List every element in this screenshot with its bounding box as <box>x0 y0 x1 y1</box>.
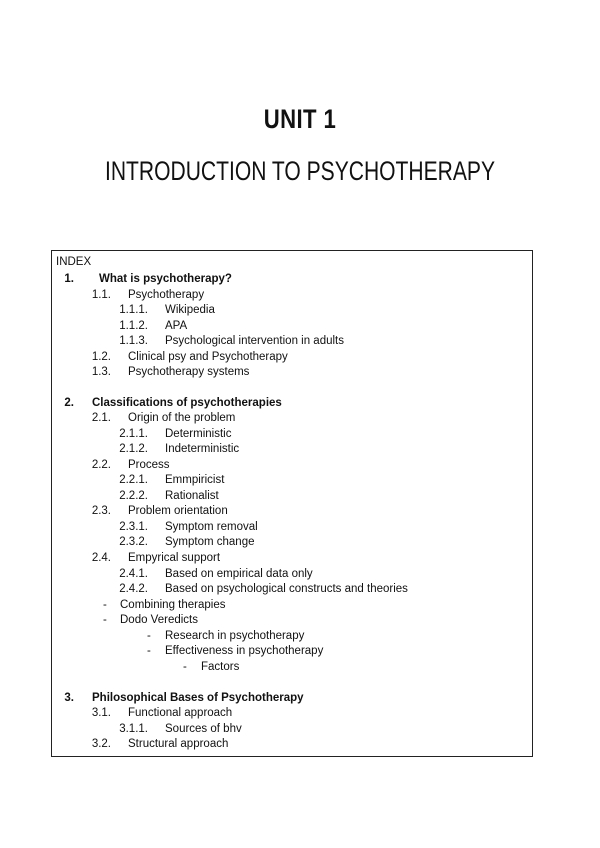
bullet-dash: - <box>147 645 151 657</box>
entry-text: Research in psychotherapy <box>165 630 305 642</box>
bullet-dash: - <box>147 630 151 642</box>
entry-text: Emmpiricist <box>165 474 225 486</box>
entry-number: 2.4.2. <box>119 583 148 595</box>
entry-text: Psychotherapy systems <box>128 366 250 378</box>
unit-title: UNIT 1 <box>263 104 337 134</box>
entry-text: Clinical psy and Psychotherapy <box>128 351 288 363</box>
entry-text: APA <box>165 320 188 332</box>
entry-number: 2.1. <box>91 412 111 424</box>
entry-text: Rationalist <box>165 490 219 502</box>
entry-text: Indeterministic <box>165 443 240 455</box>
unit-subtitle: INTRODUCTION TO PSYCHOTHERAPY <box>104 156 496 186</box>
entry-number: 2.4.1. <box>119 568 148 580</box>
index-box <box>51 250 533 757</box>
entry-number: 2.2.2. <box>119 490 148 502</box>
entry-number: 1.3. <box>91 366 111 378</box>
bullet-dash: - <box>103 599 107 611</box>
entry-number: 1. <box>64 273 74 285</box>
entry-number: 3.1. <box>91 707 111 719</box>
entry-text: Symptom removal <box>165 521 258 533</box>
entry-number: 3.1.1. <box>119 723 148 735</box>
entry-number: 2.1.2. <box>119 443 148 455</box>
entry-text: Psychological intervention in adults <box>165 335 344 347</box>
entry-text: Based on empirical data only <box>165 568 313 580</box>
entry-text: Combining therapies <box>120 599 226 611</box>
entry-text: Problem orientation <box>128 505 228 517</box>
entry-number: 1.1.2. <box>119 320 148 332</box>
entry-number: 2.3.2. <box>119 536 148 548</box>
entry-text: Based on psychological constructs and theories <box>165 583 408 595</box>
entry-number: 3. <box>64 692 74 704</box>
entry-text: Structural approach <box>128 738 229 750</box>
entry-text: Dodo Veredicts <box>120 614 198 626</box>
entry-text: Classifications of psychotherapies <box>92 397 282 409</box>
entry-number: 3.2. <box>91 738 111 750</box>
entry-text: Factors <box>201 661 240 673</box>
entry-number: 2.2. <box>91 459 111 471</box>
entry-text: Deterministic <box>165 428 232 440</box>
entry-number: 2.2.1. <box>119 474 148 486</box>
entry-number: 2.1.1. <box>119 428 148 440</box>
entry-number: 1.2. <box>91 351 111 363</box>
entry-text: Psychotherapy <box>128 289 205 301</box>
entry-text: Empyrical support <box>128 552 221 564</box>
entry-text: What is psychotherapy? <box>99 273 232 285</box>
entry-number: 1.1. <box>91 289 111 301</box>
entry-number: 2.3.1. <box>119 521 148 533</box>
bullet-dash: - <box>103 614 107 626</box>
entry-number: 1.1.3. <box>119 335 148 347</box>
entry-text: Sources of bhv <box>165 723 242 735</box>
bullet-dash: - <box>183 661 187 673</box>
entry-number: 2. <box>64 397 74 409</box>
entry-number: 1.1.1. <box>119 304 148 316</box>
entry-number: 2.4. <box>91 552 111 564</box>
entry-text: Effectiveness in psychotherapy <box>165 645 324 657</box>
index-label: INDEX <box>56 256 92 268</box>
entry-text: Functional approach <box>128 707 233 719</box>
entry-text: Symptom change <box>165 536 255 548</box>
entry-text: Origin of the problem <box>128 412 236 424</box>
entry-number: 2.3. <box>91 505 111 517</box>
entry-text: Philosophical Bases of Psychotherapy <box>92 692 304 704</box>
entry-text: Process <box>128 459 170 471</box>
entry-text: Wikipedia <box>165 304 215 316</box>
